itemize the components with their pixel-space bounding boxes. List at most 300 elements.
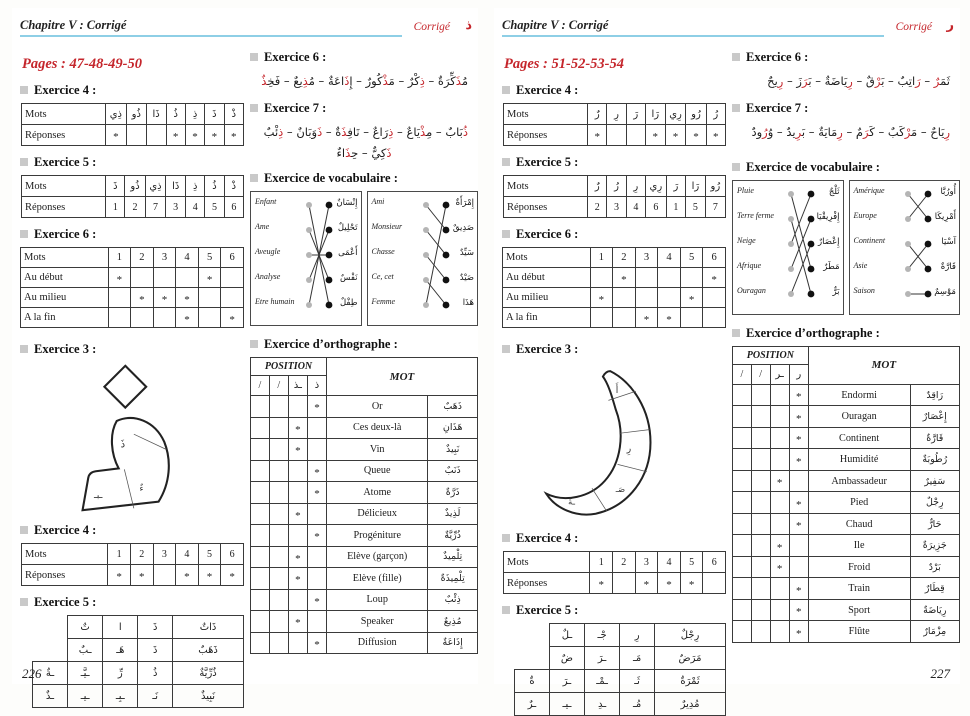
arabic-word: ورود xyxy=(751,125,774,140)
table-cell xyxy=(108,565,131,586)
position-cell xyxy=(251,503,270,525)
letter-fragment-cell: ضٌ xyxy=(549,647,584,670)
position-form-header: / xyxy=(269,376,288,396)
letter-fragment-cell: ـلٌ xyxy=(549,624,584,647)
position-cell xyxy=(770,492,789,514)
french-word: Atome xyxy=(327,482,428,504)
vocab-boxes xyxy=(732,180,960,315)
arabic-word: نافذة xyxy=(335,125,360,140)
corrige-label: Corrigé xyxy=(413,21,450,33)
table-cell: 1 xyxy=(108,544,131,565)
section-heading-ortho: Exercice d’orthographe : xyxy=(732,326,960,341)
position-cell xyxy=(251,417,270,439)
table-cell: 3 xyxy=(635,552,658,573)
match-dot xyxy=(326,202,333,209)
page-number: 227 xyxy=(930,666,950,681)
table-cell xyxy=(176,308,199,328)
arabic-word: ذراع xyxy=(372,125,394,140)
column-header: 4 xyxy=(658,248,681,268)
arabic-word: قِطَارٌ xyxy=(910,578,959,600)
puzzle-divider xyxy=(592,488,607,511)
table-cell: 1 xyxy=(590,552,613,573)
match-dot xyxy=(808,215,815,222)
table-cell: 4 xyxy=(626,197,645,218)
arabic-word: مذكور xyxy=(365,74,395,88)
table-cell xyxy=(680,308,703,328)
french-word: Train xyxy=(808,578,910,600)
match-dot xyxy=(326,252,333,259)
french-word: Froid xyxy=(808,556,910,578)
asterisk-mark: * xyxy=(795,627,802,640)
match-dot xyxy=(808,240,815,247)
puzzle-divider xyxy=(618,464,647,471)
section-heading-exo4b: Exercice 4 : xyxy=(20,523,244,538)
table-cell: رَا xyxy=(686,176,706,197)
highlighted-letter: ر xyxy=(801,74,809,88)
table-cell xyxy=(126,125,146,146)
arabic-word: ذوبان xyxy=(296,125,323,140)
letter-fragment-cell: ا xyxy=(103,616,138,639)
arabic-term: صَدِيقٌ xyxy=(452,223,474,234)
letter-fragment-cell: ثَـ xyxy=(620,670,655,693)
asterisk-mark: * xyxy=(795,520,802,533)
asterisk-mark: * xyxy=(688,293,695,306)
position-form-header: / xyxy=(251,376,270,396)
arabic-word: إِعْصَارٌ xyxy=(910,406,959,428)
empty-cell xyxy=(515,624,550,647)
diamond-shape xyxy=(104,366,146,408)
position-cell xyxy=(733,384,752,406)
table-cell xyxy=(108,288,131,308)
row-label: Réponses xyxy=(504,573,590,594)
match-dot xyxy=(808,190,815,197)
position-cell xyxy=(269,525,288,547)
row-label: Mots xyxy=(22,544,108,565)
table-cell xyxy=(131,308,154,328)
match-dot xyxy=(442,252,449,259)
section-heading-exo4: Exercice 4 : xyxy=(20,83,244,98)
letter-fragment-cell: ـمْـ xyxy=(585,670,620,693)
position-form-header: ـر xyxy=(770,364,789,384)
puzzle-glyph: ءٌ xyxy=(139,484,144,495)
word-cell: مُدِيرٌ xyxy=(655,693,726,716)
page-right xyxy=(494,8,960,710)
position-cell xyxy=(751,578,770,600)
exo6-position-table xyxy=(502,247,726,328)
vocab-boxes xyxy=(250,191,478,326)
highlighted-letter: ذ xyxy=(341,125,348,140)
arabic-word-line: ذكي – حذاء xyxy=(336,145,392,160)
position-cell xyxy=(751,384,770,406)
section-heading-exo5b: Exercice 5 : xyxy=(502,603,726,618)
asterisk-mark: * xyxy=(295,617,301,630)
section-heading-exo6w: Exercice 6 : xyxy=(732,50,960,65)
french-word: Elève (garçon) xyxy=(327,546,428,568)
table-cell: 6 xyxy=(645,197,666,218)
arabic-term: مَوْسِمٌ xyxy=(934,286,956,297)
word-cell: ذُرِّيَّةٌ xyxy=(173,662,244,685)
match-line xyxy=(426,230,446,255)
table-cell: رٌ xyxy=(588,104,607,125)
arabic-word: قَارَّةٌ xyxy=(910,427,959,449)
arabic-word: تِلْمِيذَةٌ xyxy=(428,568,478,590)
row-label: A la fin xyxy=(503,308,591,328)
asterisk-mark: * xyxy=(776,477,783,490)
decomposition-table xyxy=(514,623,726,716)
table-cell xyxy=(198,288,221,308)
match-dot xyxy=(442,277,449,284)
asterisk-mark: * xyxy=(598,579,604,591)
table-cell: 4 xyxy=(176,544,199,565)
section-heading-exo6: Exercice 6 : xyxy=(502,227,726,242)
french-term: Europe xyxy=(853,210,877,220)
exo5b-decomposition-table xyxy=(20,615,244,708)
position-cell xyxy=(789,449,808,471)
page-header xyxy=(20,18,472,42)
table-cell xyxy=(703,288,726,308)
row-label: Au milieu xyxy=(21,288,109,308)
arabic-word: رِجْلٌ xyxy=(910,492,959,514)
row-label: Au milieu xyxy=(503,288,591,308)
position-cell xyxy=(770,556,789,578)
table-cell: رِي xyxy=(665,104,686,125)
position-cell xyxy=(770,578,789,600)
corrige-label: Corrigé xyxy=(895,21,932,33)
asterisk-mark: * xyxy=(161,293,168,306)
position-cell xyxy=(751,406,770,428)
table-cell: ذِي xyxy=(106,104,127,125)
french-term: Chasse xyxy=(371,247,395,257)
asterisk-mark: * xyxy=(116,273,123,286)
french-word: Continent xyxy=(808,427,910,449)
column-header: 6 xyxy=(703,248,726,268)
table-cell xyxy=(146,125,166,146)
position-cell xyxy=(269,417,288,439)
exo7-word-list xyxy=(250,121,478,162)
position-cell xyxy=(733,599,752,621)
position-cell xyxy=(251,611,270,633)
asterisk-mark: * xyxy=(192,131,198,143)
section-heading-exo3: Exercice 3 : xyxy=(502,342,726,357)
french-word: Queue xyxy=(327,460,428,482)
french-word: Diffusion xyxy=(327,632,428,654)
table-cell xyxy=(198,308,221,328)
letter-fragment-cell: ـذٌ xyxy=(33,685,68,708)
position-cell xyxy=(307,460,326,482)
position-cell xyxy=(251,460,270,482)
position-cell xyxy=(733,406,752,428)
orthography-table xyxy=(250,357,478,654)
position-cell xyxy=(733,535,752,557)
french-word: Elève (fille) xyxy=(327,568,428,590)
arabic-term: طِفْلٌ xyxy=(339,298,358,309)
letter-fragment-cell: ـدِ xyxy=(585,693,620,716)
pages-range: Pages : 51-52-53-54 xyxy=(504,56,625,72)
position-cell xyxy=(751,470,770,492)
corner-label: Mots xyxy=(503,248,591,268)
table-cell: ذُ xyxy=(205,176,224,197)
letter-fragment-cell: ذَ xyxy=(138,616,173,639)
arabic-word: راتب xyxy=(897,74,921,88)
letter-fragment-cell: رِّ xyxy=(103,662,138,685)
table-cell: 5 xyxy=(205,197,224,218)
table-cell xyxy=(176,565,199,586)
arabic-term: إِفْرِيقْيَا xyxy=(816,211,840,222)
row-label: A la fin xyxy=(21,308,109,328)
square-bullet-icon xyxy=(20,345,28,353)
letter-fragment-cell: مَـ xyxy=(620,647,655,670)
table-cell xyxy=(221,288,244,308)
column-header: 5 xyxy=(680,248,703,268)
asterisk-mark: * xyxy=(776,541,783,554)
letter-fragment-cell: ـةٌ xyxy=(33,662,68,685)
position-cell xyxy=(288,611,307,633)
position-cell xyxy=(269,632,288,654)
arabic-word-line: ذباب – مذياع – ذراع – نافذة – ذوبان – ذئب xyxy=(263,125,468,140)
letter-fragment-cell: هَـ xyxy=(103,639,138,662)
arabic-word: برق xyxy=(865,74,885,88)
table-cell xyxy=(607,125,626,146)
table-cell: 2 xyxy=(613,552,636,573)
match-dot xyxy=(924,290,931,297)
arabic-term: قَارَّةٌ xyxy=(940,261,956,272)
highlighted-letter: ذ xyxy=(382,74,389,88)
table-cell xyxy=(665,125,686,146)
position-cell xyxy=(307,396,326,418)
column-header: 1 xyxy=(108,248,131,268)
asterisk-mark: * xyxy=(206,273,213,286)
arabic-word: رياح xyxy=(930,125,950,140)
position-form-header: ذ xyxy=(307,376,326,396)
table-cell xyxy=(635,573,658,594)
row-label: Mots xyxy=(22,104,106,125)
highlighted-letter: ذ xyxy=(345,145,352,160)
table-cell xyxy=(680,268,703,288)
position-cell xyxy=(251,439,270,461)
exo4-table xyxy=(502,103,726,146)
table-cell: ذْ xyxy=(224,176,243,197)
french-word: Pied xyxy=(808,492,910,514)
table-cell: 7 xyxy=(145,197,166,218)
table-cell: 6 xyxy=(703,552,726,573)
matching-box xyxy=(849,180,961,315)
arabic-term: هَذَا xyxy=(462,298,474,309)
arabic-term: سَيِّدٌ xyxy=(459,248,474,259)
table-cell: ذَا xyxy=(146,104,166,125)
arabic-word: مِزْمَارٌ xyxy=(910,621,959,643)
column-header: 4 xyxy=(176,248,199,268)
position-cell xyxy=(251,396,270,418)
exo6-word-list xyxy=(250,70,478,92)
section-heading-exo5: Exercice 5 : xyxy=(502,155,726,170)
arabic-word: ذُرِّيَّةٌ xyxy=(428,525,478,547)
position-cell xyxy=(733,578,752,600)
position-cell xyxy=(789,470,808,492)
match-dot xyxy=(924,190,931,197)
highlighted-letter: ذ xyxy=(278,125,284,140)
position-cell xyxy=(307,525,326,547)
asterisk-mark: * xyxy=(314,466,320,479)
square-bullet-icon xyxy=(250,53,258,61)
asterisk-mark: * xyxy=(713,131,719,143)
highlighted-letter: ذ xyxy=(388,125,394,140)
table-cell: ذِي xyxy=(145,176,166,197)
table-cell xyxy=(703,268,726,288)
arabic-word: ذئب xyxy=(263,125,284,140)
french-term: Ouragan xyxy=(737,285,766,295)
table-cell: 3 xyxy=(153,544,176,565)
position-cell xyxy=(770,621,789,643)
position-cell xyxy=(770,470,789,492)
match-dot xyxy=(326,277,333,284)
highlighted-letter: ر xyxy=(915,74,921,88)
letter-fragment-cell: نَـ xyxy=(138,685,173,708)
table-cell xyxy=(153,308,176,328)
table-cell: ذُ xyxy=(166,104,185,125)
row-label: Réponses xyxy=(504,197,588,218)
page-header xyxy=(502,18,954,42)
arabic-word: مذيع xyxy=(293,74,315,88)
french-word: Progéniture xyxy=(327,525,428,547)
table-cell: رُ xyxy=(706,104,725,125)
arabic-word: سَفِيرٌ xyxy=(910,470,959,492)
table-cell: رُو xyxy=(705,176,725,197)
position-cell xyxy=(288,460,307,482)
position-cell xyxy=(251,482,270,504)
position-cell xyxy=(269,546,288,568)
asterisk-mark: * xyxy=(795,455,802,468)
table-cell xyxy=(613,288,636,308)
letter-fragment-cell: ذَ xyxy=(138,639,173,662)
asterisk-mark: * xyxy=(643,579,650,591)
column-header: 5 xyxy=(198,248,221,268)
arabic-term: مَطَرٌ xyxy=(823,261,840,272)
row-label: Mots xyxy=(504,176,588,197)
square-bullet-icon xyxy=(20,158,28,166)
row-label: Mots xyxy=(504,104,588,125)
position-cell xyxy=(288,589,307,611)
row-label: Mots xyxy=(22,176,106,197)
square-bullet-icon xyxy=(502,230,510,238)
asterisk-mark: * xyxy=(594,131,600,143)
exo6-position-table xyxy=(20,247,244,328)
puzzle-glyph: أَ xyxy=(615,386,619,397)
matching-box xyxy=(250,191,362,326)
highlighted-letter: ذ xyxy=(302,74,309,88)
word-cell: رِجْلٌ xyxy=(655,624,726,647)
answers-table xyxy=(503,551,726,594)
asterisk-mark: * xyxy=(139,571,145,583)
position-header: POSITION xyxy=(251,358,327,376)
letter-fragment-cell: ذُ xyxy=(138,662,173,685)
table-cell: 5 xyxy=(680,552,703,573)
column-header: 2 xyxy=(131,248,154,268)
puzzle-glyph: ـبـ xyxy=(93,489,103,501)
right-column xyxy=(250,50,478,654)
position-cell xyxy=(733,513,752,535)
empty-cell xyxy=(33,616,68,639)
position-cell xyxy=(269,460,288,482)
table-cell xyxy=(590,268,613,288)
position-cell xyxy=(789,599,808,621)
arabic-word: حذاء xyxy=(336,145,359,160)
table-cell xyxy=(588,125,607,146)
table-cell: 6 xyxy=(224,197,243,218)
arabic-term: إِعْصَارٌ xyxy=(818,236,840,247)
position-cell xyxy=(288,417,307,439)
answers-table xyxy=(21,543,244,586)
french-term: Analyse xyxy=(255,272,281,282)
table-cell xyxy=(153,565,176,586)
table-cell xyxy=(590,288,613,308)
square-bullet-icon xyxy=(20,598,28,606)
position-cell xyxy=(307,568,326,590)
table-cell xyxy=(221,308,244,328)
orthography-table xyxy=(732,346,960,643)
table-cell: 5 xyxy=(198,544,221,565)
arabic-word: بَرْدٌ xyxy=(910,556,959,578)
crescent-outline xyxy=(546,371,650,514)
square-bullet-icon xyxy=(250,104,258,112)
table-cell: رِي xyxy=(645,176,666,197)
position-cell xyxy=(288,482,307,504)
french-term: Ame xyxy=(255,222,270,232)
asterisk-mark: * xyxy=(172,131,179,143)
position-cell xyxy=(751,492,770,514)
french-word: Chaud xyxy=(808,513,910,535)
section-heading-exo6w: Exercice 6 : xyxy=(250,50,478,65)
page-left xyxy=(12,8,478,702)
table-cell: ذَ xyxy=(205,104,224,125)
highlighted-letter: ر xyxy=(795,125,802,140)
position-cell xyxy=(770,449,789,471)
arabic-term: أَعْمَى xyxy=(338,248,358,259)
section-heading-exo3: Exercice 3 : xyxy=(20,342,244,357)
exo4b-table xyxy=(20,543,244,586)
section-heading-ortho: Exercice d’orthographe : xyxy=(250,337,478,352)
asterisk-mark: * xyxy=(693,131,699,143)
word-cell: نَبِيذٌ xyxy=(173,685,244,708)
french-term: Ami xyxy=(371,197,385,207)
table-cell xyxy=(635,268,658,288)
table-cell: 2 xyxy=(130,544,153,565)
french-word: Flûte xyxy=(808,621,910,643)
table-cell xyxy=(198,565,221,586)
position-cell xyxy=(307,546,326,568)
highlighted-letter: ر xyxy=(874,74,882,88)
asterisk-mark: * xyxy=(711,273,717,286)
table-cell: رُ xyxy=(607,176,626,197)
french-word: Ouragan xyxy=(808,406,910,428)
table-cell: 2 xyxy=(125,197,145,218)
position-cell xyxy=(770,535,789,557)
table-cell xyxy=(108,268,131,288)
match-dot xyxy=(442,202,449,209)
table-cell: رَ xyxy=(666,176,685,197)
table-cell xyxy=(131,268,154,288)
position-cell xyxy=(288,503,307,525)
french-term: Asie xyxy=(853,260,868,270)
arabic-term: أُورُبَّا xyxy=(940,186,956,197)
table-cell xyxy=(108,308,131,328)
square-bullet-icon xyxy=(732,329,740,337)
letter-fragment-cell: ـرَ xyxy=(549,670,584,693)
position-form-header: / xyxy=(751,364,770,384)
table-cell: 6 xyxy=(221,544,244,565)
french-term: Ce, cet xyxy=(371,272,394,282)
position-cell xyxy=(789,384,808,406)
asterisk-mark: * xyxy=(643,313,650,326)
